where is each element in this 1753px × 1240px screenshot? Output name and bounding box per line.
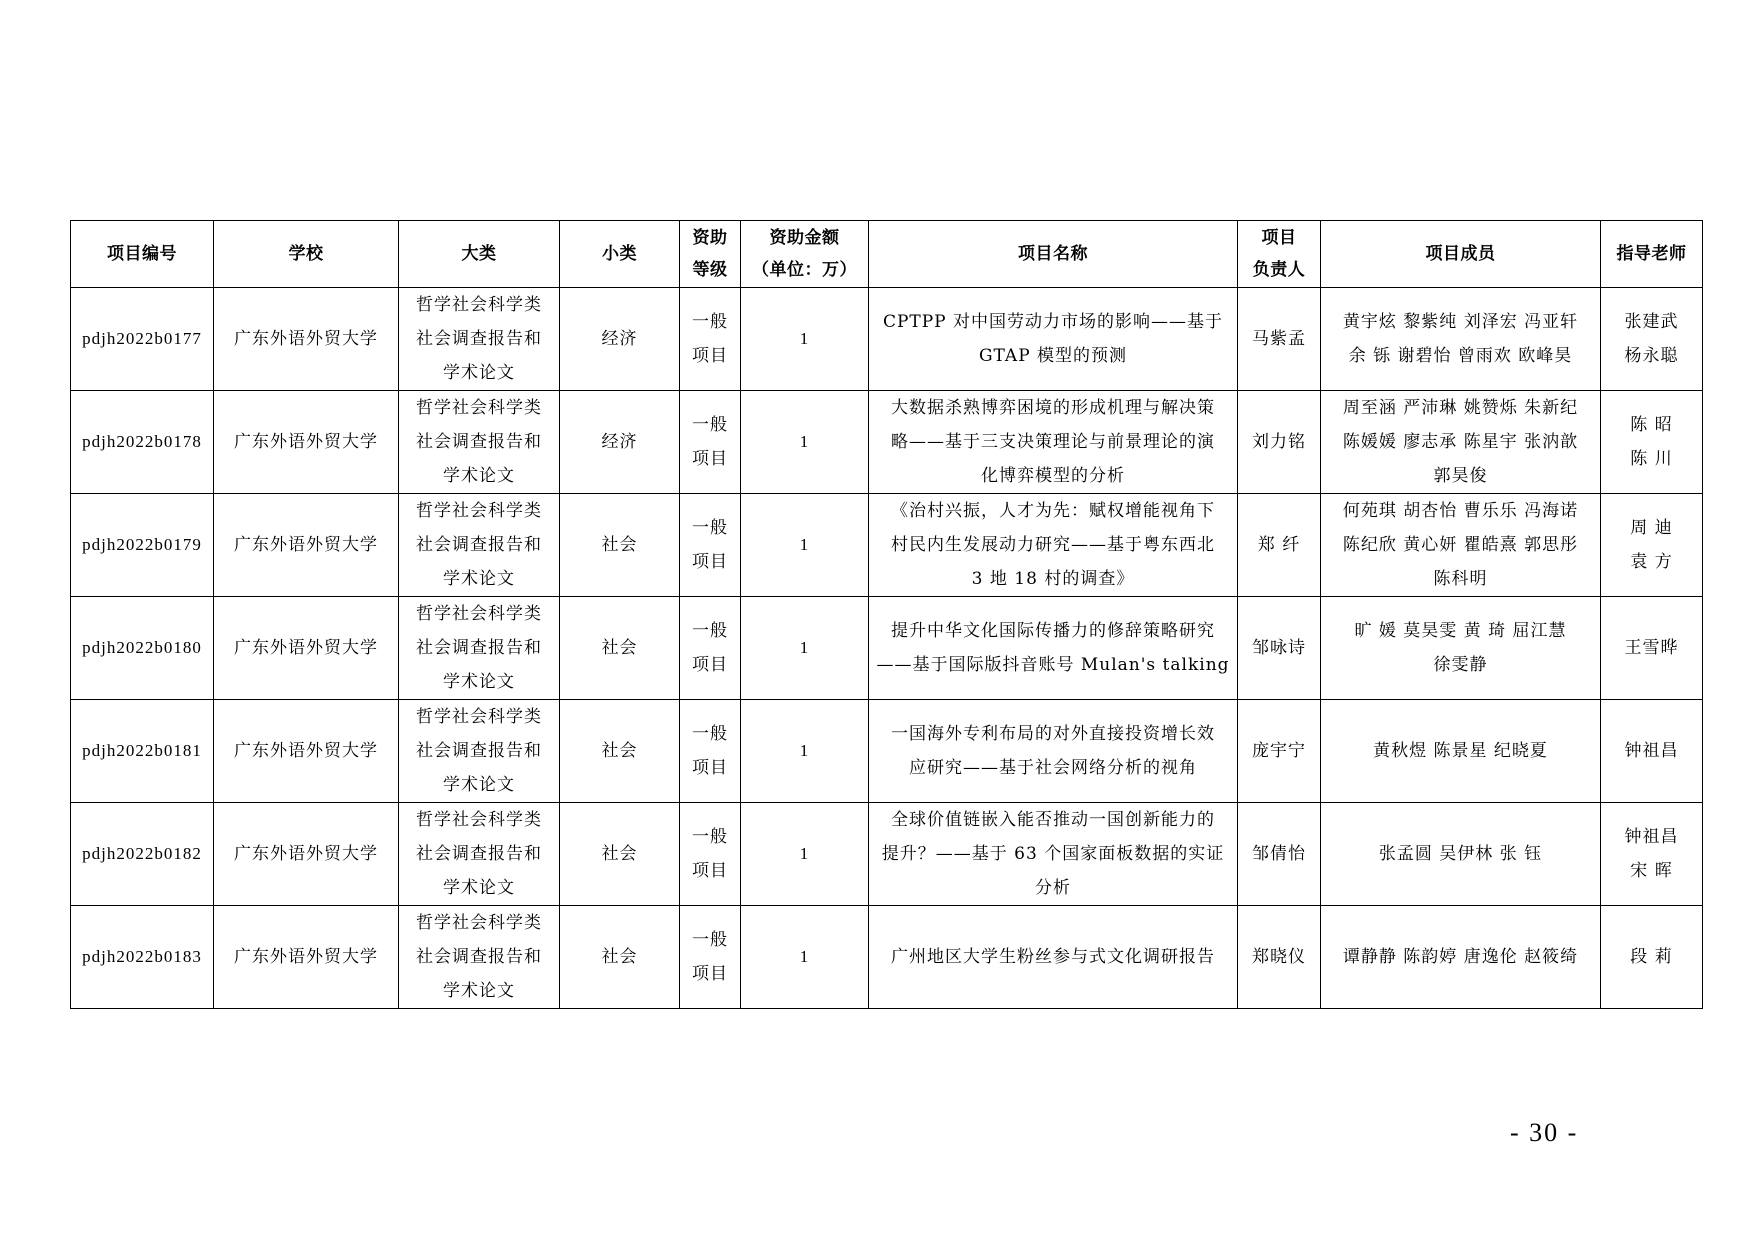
cell-level: 一般 项目 bbox=[680, 700, 741, 803]
cell-school: 广东外语外贸大学 bbox=[214, 597, 399, 700]
header-level: 资助 等级 bbox=[680, 221, 741, 288]
cell-category: 哲学社会科学类 社会调查报告和 学术论文 bbox=[399, 597, 560, 700]
header-amount: 资助金额 （单位：万） bbox=[741, 221, 869, 288]
cell-members: 何苑琪 胡杏怡 曹乐乐 冯海诺 陈纪欣 黄心妍 瞿皓熹 郭思彤 陈科明 bbox=[1321, 494, 1601, 597]
cell-amount: 1 bbox=[741, 494, 869, 597]
cell-amount: 1 bbox=[741, 700, 869, 803]
cell-members: 谭静静 陈韵婷 唐逸伦 赵筱绮 bbox=[1321, 906, 1601, 1009]
header-code: 项目编号 bbox=[71, 221, 214, 288]
cell-advisor: 陈 昭 陈 川 bbox=[1601, 391, 1703, 494]
cell-advisor: 钟祖昌 宋 晖 bbox=[1601, 803, 1703, 906]
cell-code: pdjh2022b0181 bbox=[71, 700, 214, 803]
table-body bbox=[71, 288, 1703, 1009]
cell-members: 旷 媛 莫昊雯 黄 琦 屈江慧 徐雯静 bbox=[1321, 597, 1601, 700]
cell-advisor: 王雪晔 bbox=[1601, 597, 1703, 700]
cell-advisor: 周 迪 袁 方 bbox=[1601, 494, 1703, 597]
cell-code: pdjh2022b0179 bbox=[71, 494, 214, 597]
cell-code: pdjh2022b0182 bbox=[71, 803, 214, 906]
cell-subcategory: 社会 bbox=[560, 597, 680, 700]
cell-level: 一般 项目 bbox=[680, 597, 741, 700]
header-row bbox=[71, 221, 1703, 288]
cell-advisor: 钟祖昌 bbox=[1601, 700, 1703, 803]
cell-amount: 1 bbox=[741, 288, 869, 391]
cell-school: 广东外语外贸大学 bbox=[214, 803, 399, 906]
cell-subcategory: 社会 bbox=[560, 906, 680, 1009]
cell-leader: 邹倩怡 bbox=[1238, 803, 1321, 906]
cell-members: 黄宇炫 黎紫纯 刘泽宏 冯亚轩 余 铄 谢碧怡 曾雨欢 欧峰昊 bbox=[1321, 288, 1601, 391]
cell-title: 大数据杀熟博弈困境的形成机理与解决策 略——基于三支决策理论与前景理论的演 化博弈模型的分析 bbox=[869, 391, 1238, 494]
header-leader: 项目 负责人 bbox=[1238, 221, 1321, 288]
cell-amount: 1 bbox=[741, 597, 869, 700]
cell-advisor: 段 莉 bbox=[1601, 906, 1703, 1009]
cell-subcategory: 社会 bbox=[560, 803, 680, 906]
cell-category: 哲学社会科学类 社会调查报告和 学术论文 bbox=[399, 288, 560, 391]
cell-title: 广州地区大学生粉丝参与式文化调研报告 bbox=[869, 906, 1238, 1009]
header-title: 项目名称 bbox=[869, 221, 1238, 288]
cell-leader: 邹咏诗 bbox=[1238, 597, 1321, 700]
cell-school: 广东外语外贸大学 bbox=[214, 906, 399, 1009]
header-subcategory: 小类 bbox=[560, 221, 680, 288]
cell-category: 哲学社会科学类 社会调查报告和 学术论文 bbox=[399, 803, 560, 906]
cell-school: 广东外语外贸大学 bbox=[214, 288, 399, 391]
cell-leader: 郑 纤 bbox=[1238, 494, 1321, 597]
cell-category: 哲学社会科学类 社会调查报告和 学术论文 bbox=[399, 391, 560, 494]
page-number: - 30 - bbox=[1510, 1118, 1579, 1147]
cell-title: CPTPP 对中国劳动力市场的影响——基于 GTAP 模型的预测 bbox=[869, 288, 1238, 391]
cell-subcategory: 经济 bbox=[560, 288, 680, 391]
cell-code: pdjh2022b0183 bbox=[71, 906, 214, 1009]
cell-level: 一般 项目 bbox=[680, 906, 741, 1009]
cell-category: 哲学社会科学类 社会调查报告和 学术论文 bbox=[399, 906, 560, 1009]
table-row bbox=[71, 391, 1703, 494]
cell-level: 一般 项目 bbox=[680, 391, 741, 494]
cell-leader: 马紫孟 bbox=[1238, 288, 1321, 391]
cell-code: pdjh2022b0177 bbox=[71, 288, 214, 391]
cell-level: 一般 项目 bbox=[680, 288, 741, 391]
cell-subcategory: 社会 bbox=[560, 700, 680, 803]
cell-subcategory: 经济 bbox=[560, 391, 680, 494]
cell-school: 广东外语外贸大学 bbox=[214, 700, 399, 803]
table-row bbox=[71, 803, 1703, 906]
header-members: 项目成员 bbox=[1321, 221, 1601, 288]
cell-title: 全球价值链嵌入能否推动一国创新能力的 提升？——基于 63 个国家面板数据的实证 分析 bbox=[869, 803, 1238, 906]
cell-school: 广东外语外贸大学 bbox=[214, 494, 399, 597]
cell-leader: 郑晓仪 bbox=[1238, 906, 1321, 1009]
cell-level: 一般 项目 bbox=[680, 803, 741, 906]
cell-school: 广东外语外贸大学 bbox=[214, 391, 399, 494]
cell-title: 提升中华文化国际传播力的修辞策略研究 ——基于国际版抖音账号 Mulan's talking bbox=[869, 597, 1238, 700]
header-category: 大类 bbox=[399, 221, 560, 288]
cell-category: 哲学社会科学类 社会调查报告和 学术论文 bbox=[399, 700, 560, 803]
cell-amount: 1 bbox=[741, 803, 869, 906]
cell-category: 哲学社会科学类 社会调查报告和 学术论文 bbox=[399, 494, 560, 597]
header-advisor: 指导老师 bbox=[1601, 221, 1703, 288]
table-row bbox=[71, 288, 1703, 391]
cell-amount: 1 bbox=[741, 391, 869, 494]
cell-leader: 刘力铭 bbox=[1238, 391, 1321, 494]
cell-code: pdjh2022b0180 bbox=[71, 597, 214, 700]
header-school: 学校 bbox=[214, 221, 399, 288]
table-row bbox=[71, 700, 1703, 803]
cell-members: 周至涵 严沛琳 姚赞烁 朱新纪 陈媛媛 廖志承 陈星宇 张汭歆 郭昊俊 bbox=[1321, 391, 1601, 494]
cell-title: 《治村兴振，人才为先：赋权增能视角下 村民内生发展动力研究——基于粤东西北 3 地 18 村的调查》 bbox=[869, 494, 1238, 597]
cell-advisor: 张建武 杨永聪 bbox=[1601, 288, 1703, 391]
cell-subcategory: 社会 bbox=[560, 494, 680, 597]
table-row bbox=[71, 597, 1703, 700]
project-table bbox=[70, 220, 1703, 1009]
cell-amount: 1 bbox=[741, 906, 869, 1009]
cell-level: 一般 项目 bbox=[680, 494, 741, 597]
cell-members: 张孟圆 吴伊林 张 钰 bbox=[1321, 803, 1601, 906]
cell-leader: 庞宇宁 bbox=[1238, 700, 1321, 803]
cell-title: 一国海外专利布局的对外直接投资增长效 应研究——基于社会网络分析的视角 bbox=[869, 700, 1238, 803]
cell-members: 黄秋煜 陈景星 纪晓夏 bbox=[1321, 700, 1601, 803]
table-row bbox=[71, 494, 1703, 597]
table-row bbox=[71, 906, 1703, 1009]
cell-code: pdjh2022b0178 bbox=[71, 391, 214, 494]
